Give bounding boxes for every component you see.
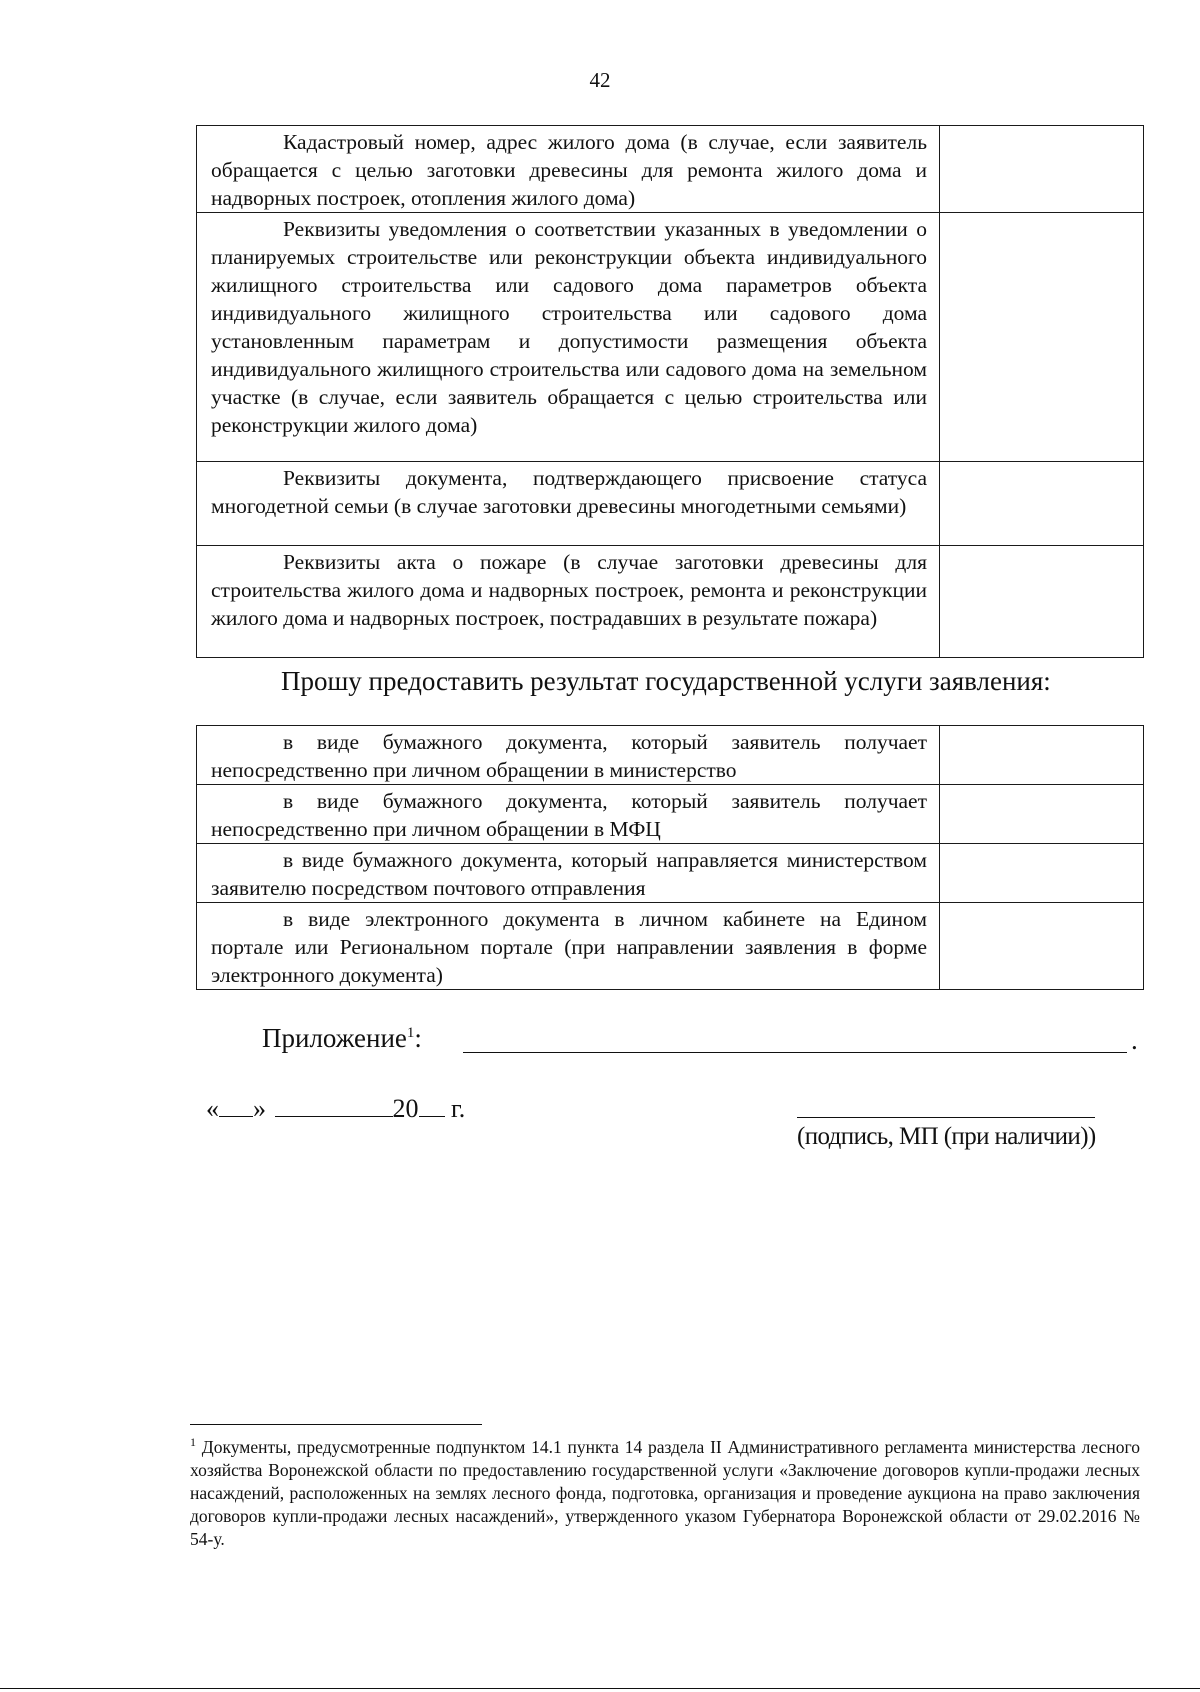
- footnote-mark: 1: [406, 1025, 415, 1041]
- table-row: [197, 903, 1144, 990]
- footnote: [190, 1436, 1140, 1551]
- attachment-label: Приложение$^1$:: [262, 1023, 422, 1053]
- option-label-ministry: в виде бумажного документа, который заявитель получает непосредственно при личном обращении в министерство: [211, 730, 927, 782]
- day-blank[interactable]: [219, 1090, 253, 1117]
- table-row: [197, 785, 1144, 844]
- row-label-large-family: Реквизиты документа, подтверждающего присвоение статуса многодетной семьи (в случае заготовки древесины многодетными семьями): [211, 466, 927, 518]
- table-row: [197, 546, 1144, 658]
- footnote-number: 1: [190, 1435, 196, 1450]
- attachment-input-line[interactable]: [463, 1052, 1127, 1053]
- month-blank[interactable]: [275, 1090, 393, 1117]
- request-heading: Прошу предоставить результат государственной услуги заявления:: [281, 666, 1051, 696]
- year-suffix: г.: [451, 1094, 466, 1123]
- page-number: 42: [589, 68, 611, 92]
- year-prefix: 20: [392, 1094, 419, 1123]
- footnote-text: Документы, предусмотренные подпунктом 14.1 пункта 14 раздела II Административного регламента министерства лесного хозяйства Воронежской области по предоставлению государственной услуги «Заключение договоров купли-продажи лесных насаждений, расположенных на землях лесного фонда, подготовка, организация и проведение аукциона на право заключения договоров купли-продажи лесных насаждений», утвержденного указом Губернатора Воронежской области от 29.02.2016 № 54-у.: [190, 1437, 1140, 1549]
- option-label-post: в виде бумажного документа, который направляется министерством заявителю посредством почтового отправления: [211, 848, 927, 900]
- attachment-end-dot: .: [1131, 1025, 1138, 1055]
- entry-cell-notification[interactable]: [940, 213, 1144, 462]
- row-label-cadastral: Кадастровый номер, адрес жилого дома (в случае, если заявитель обращается с целью заготовки древесины для ремонта жилого дома и надворных построек, отопления жилого дома): [211, 130, 927, 210]
- table-row: [197, 462, 1144, 546]
- year-blank[interactable]: [419, 1090, 445, 1117]
- option-label-mfc: в виде бумажного документа, который заявитель получает непосредственно при личном обращении в МФЦ: [211, 789, 927, 841]
- entry-cell-fire-act[interactable]: [940, 546, 1144, 658]
- date-field: « » 20 г.: [206, 1090, 465, 1125]
- table-row: [197, 126, 1144, 213]
- signature-line[interactable]: [797, 1117, 1095, 1118]
- details-table: [196, 125, 1144, 658]
- footnote-divider: [190, 1424, 482, 1425]
- option-cell-ministry[interactable]: [940, 726, 1144, 785]
- page-bottom-rule: [0, 1688, 1200, 1689]
- table-row: [197, 844, 1144, 903]
- option-cell-electronic[interactable]: [940, 903, 1144, 990]
- signature-caption: (подпись, МП (при наличии)): [797, 1123, 1096, 1150]
- delivery-method-table: [196, 725, 1144, 990]
- entry-cell-cadastral[interactable]: [940, 126, 1144, 213]
- table-row: [197, 213, 1144, 462]
- option-cell-mfc[interactable]: [940, 785, 1144, 844]
- entry-cell-large-family[interactable]: [940, 462, 1144, 546]
- table-row: [197, 726, 1144, 785]
- row-label-notification: Реквизиты уведомления о соответствии указанных в уведомлении о планируемых строительстве или реконструкции объекта индивидуального жилищного строительства или садового дома параметров объекта индивидуального жилищного строительства или садового дома установленным параметрам и допустимости размещения объекта индивидуального жилищного строительства или садового дома на земельном участке (в случае, если заявитель обращается с целью строительства или реконструкции жилого дома): [211, 217, 927, 437]
- row-label-fire-act: Реквизиты акта о пожаре (в случае заготовки древесины для строительства жилого дома и надворных построек, ремонта и реконструкции жилого дома и надворных построек, пострадавших в результате пожара): [211, 550, 927, 630]
- option-cell-post[interactable]: [940, 844, 1144, 903]
- option-label-electronic: в виде электронного документа в личном кабинете на Едином портале или Региональном портале (при направлении заявления в форме электронного документа): [211, 907, 927, 987]
